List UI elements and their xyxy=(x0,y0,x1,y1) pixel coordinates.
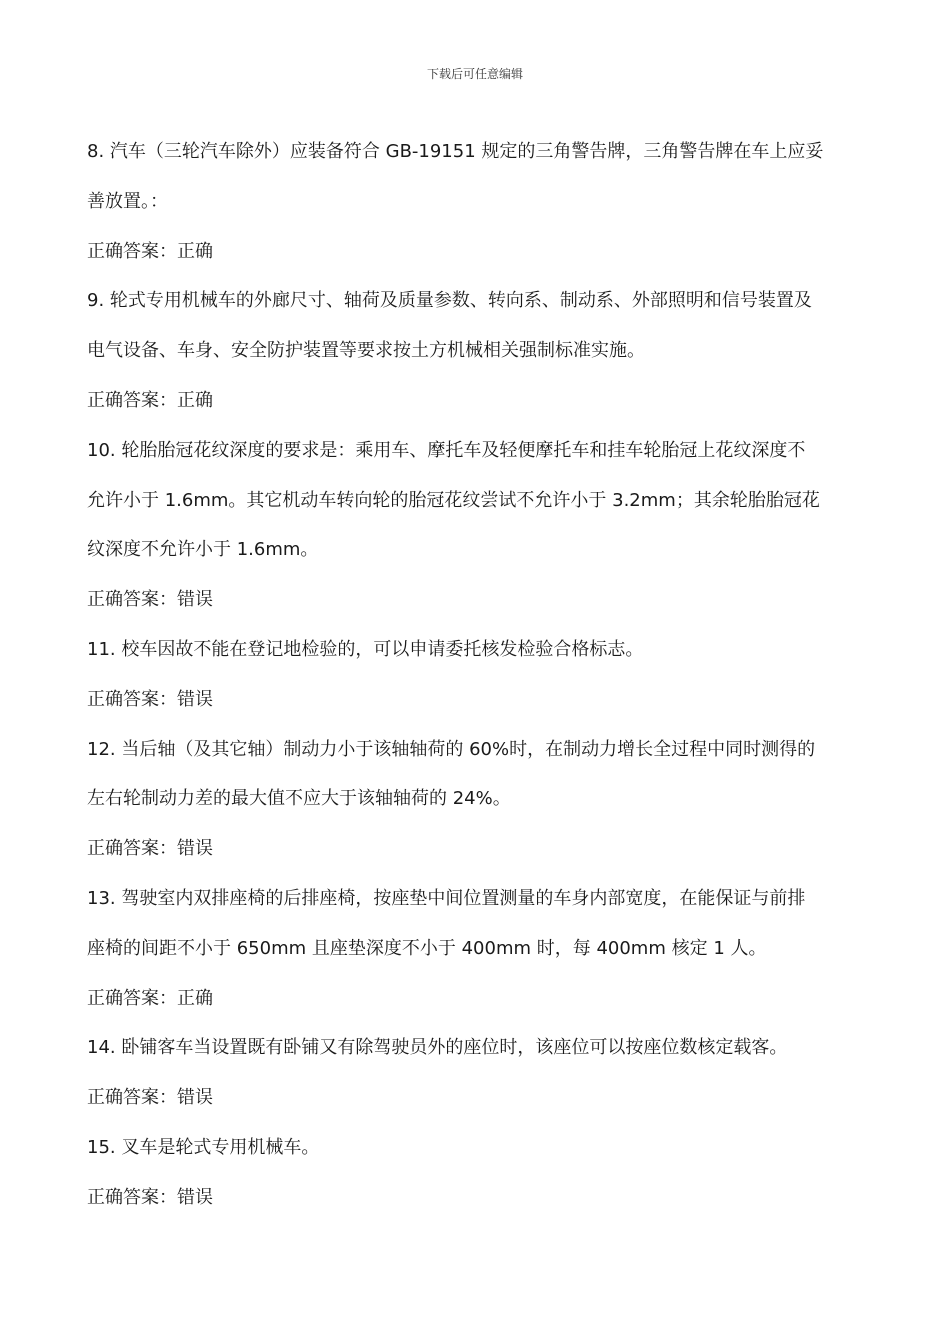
answer-text: 正确答案：错误 xyxy=(87,589,213,611)
answer-text: 正确答案：错误 xyxy=(87,838,213,860)
question-text: 善放置。： xyxy=(87,190,168,212)
question-text: 8. 汽车（三轮汽车除外）应装备符合 GB-19151 规定的三角警告牌，三角警告牌在车上应妥 xyxy=(87,141,824,162)
question-text: 座椅的间距不小于 650mm 且座垫深度不小于 400mm 时，每 400mm 核定 1 人。 xyxy=(87,937,767,959)
answer-text: 正确答案：正确 xyxy=(87,240,213,262)
question-text: 15. 叉车是轮式专用机械车。 xyxy=(87,1136,320,1158)
question-text: 13. 驾驶室内双排座椅的后排座椅，按座垫中间位置测量的车身内部宽度，在能保证与前排 xyxy=(87,887,806,909)
question-text: 允许小于 1.6mm。其它机动车转向轮的胎冠花纹尝试不允许小于 3.2mm；其余轮胎胎冠花 xyxy=(87,489,820,511)
question-9 xyxy=(87,276,877,425)
question-10 xyxy=(87,426,877,625)
question-15 xyxy=(87,1123,877,1223)
question-text: 电气设备、车身、安全防护装置等要求按土方机械相关强制标准实施。 xyxy=(87,340,645,362)
question-text: 10. 轮胎胎冠花纹深度的要求是：乘用车、摩托车及轻便摩托车和挂车轮胎冠上花纹深度不 xyxy=(87,439,806,461)
question-14 xyxy=(87,1023,877,1123)
question-12 xyxy=(87,725,877,874)
question-text: 9. 轮式专用机械车的外廊尺寸、轴荷及质量参数、转向系、制动系、外部照明和信号装置及 xyxy=(87,290,812,312)
answer-text: 正确答案：错误 xyxy=(87,1087,213,1109)
question-text: 纹深度不允许小于 1.6mm。 xyxy=(87,539,319,561)
question-text: 11. 校车因故不能在登记地检验的，可以申请委托核发检验合格标志。 xyxy=(87,638,644,660)
question-11 xyxy=(87,625,877,725)
answer-text: 正确答案：错误 xyxy=(87,688,213,710)
page-header: 下载后可任意编辑 xyxy=(426,67,523,81)
document-body xyxy=(87,127,877,1223)
question-text: 左右轮制动力差的最大值不应大于该轴轴荷的 24%。 xyxy=(87,788,511,810)
question-8 xyxy=(87,127,877,276)
answer-text: 正确答案：错误 xyxy=(87,1186,213,1208)
question-text: 14. 卧铺客车当设置既有卧铺又有除驾驶员外的座位时，该座位可以按座位数核定载客。 xyxy=(87,1037,788,1059)
question-text: 12. 当后轴（及其它轴）制动力小于该轴轴荷的 60%时，在制动力增长全过程中同时测得的 xyxy=(87,738,816,760)
answer-text: 正确答案：正确 xyxy=(87,987,213,1009)
question-13 xyxy=(87,874,877,1023)
answer-text: 正确答案：正确 xyxy=(87,389,213,411)
